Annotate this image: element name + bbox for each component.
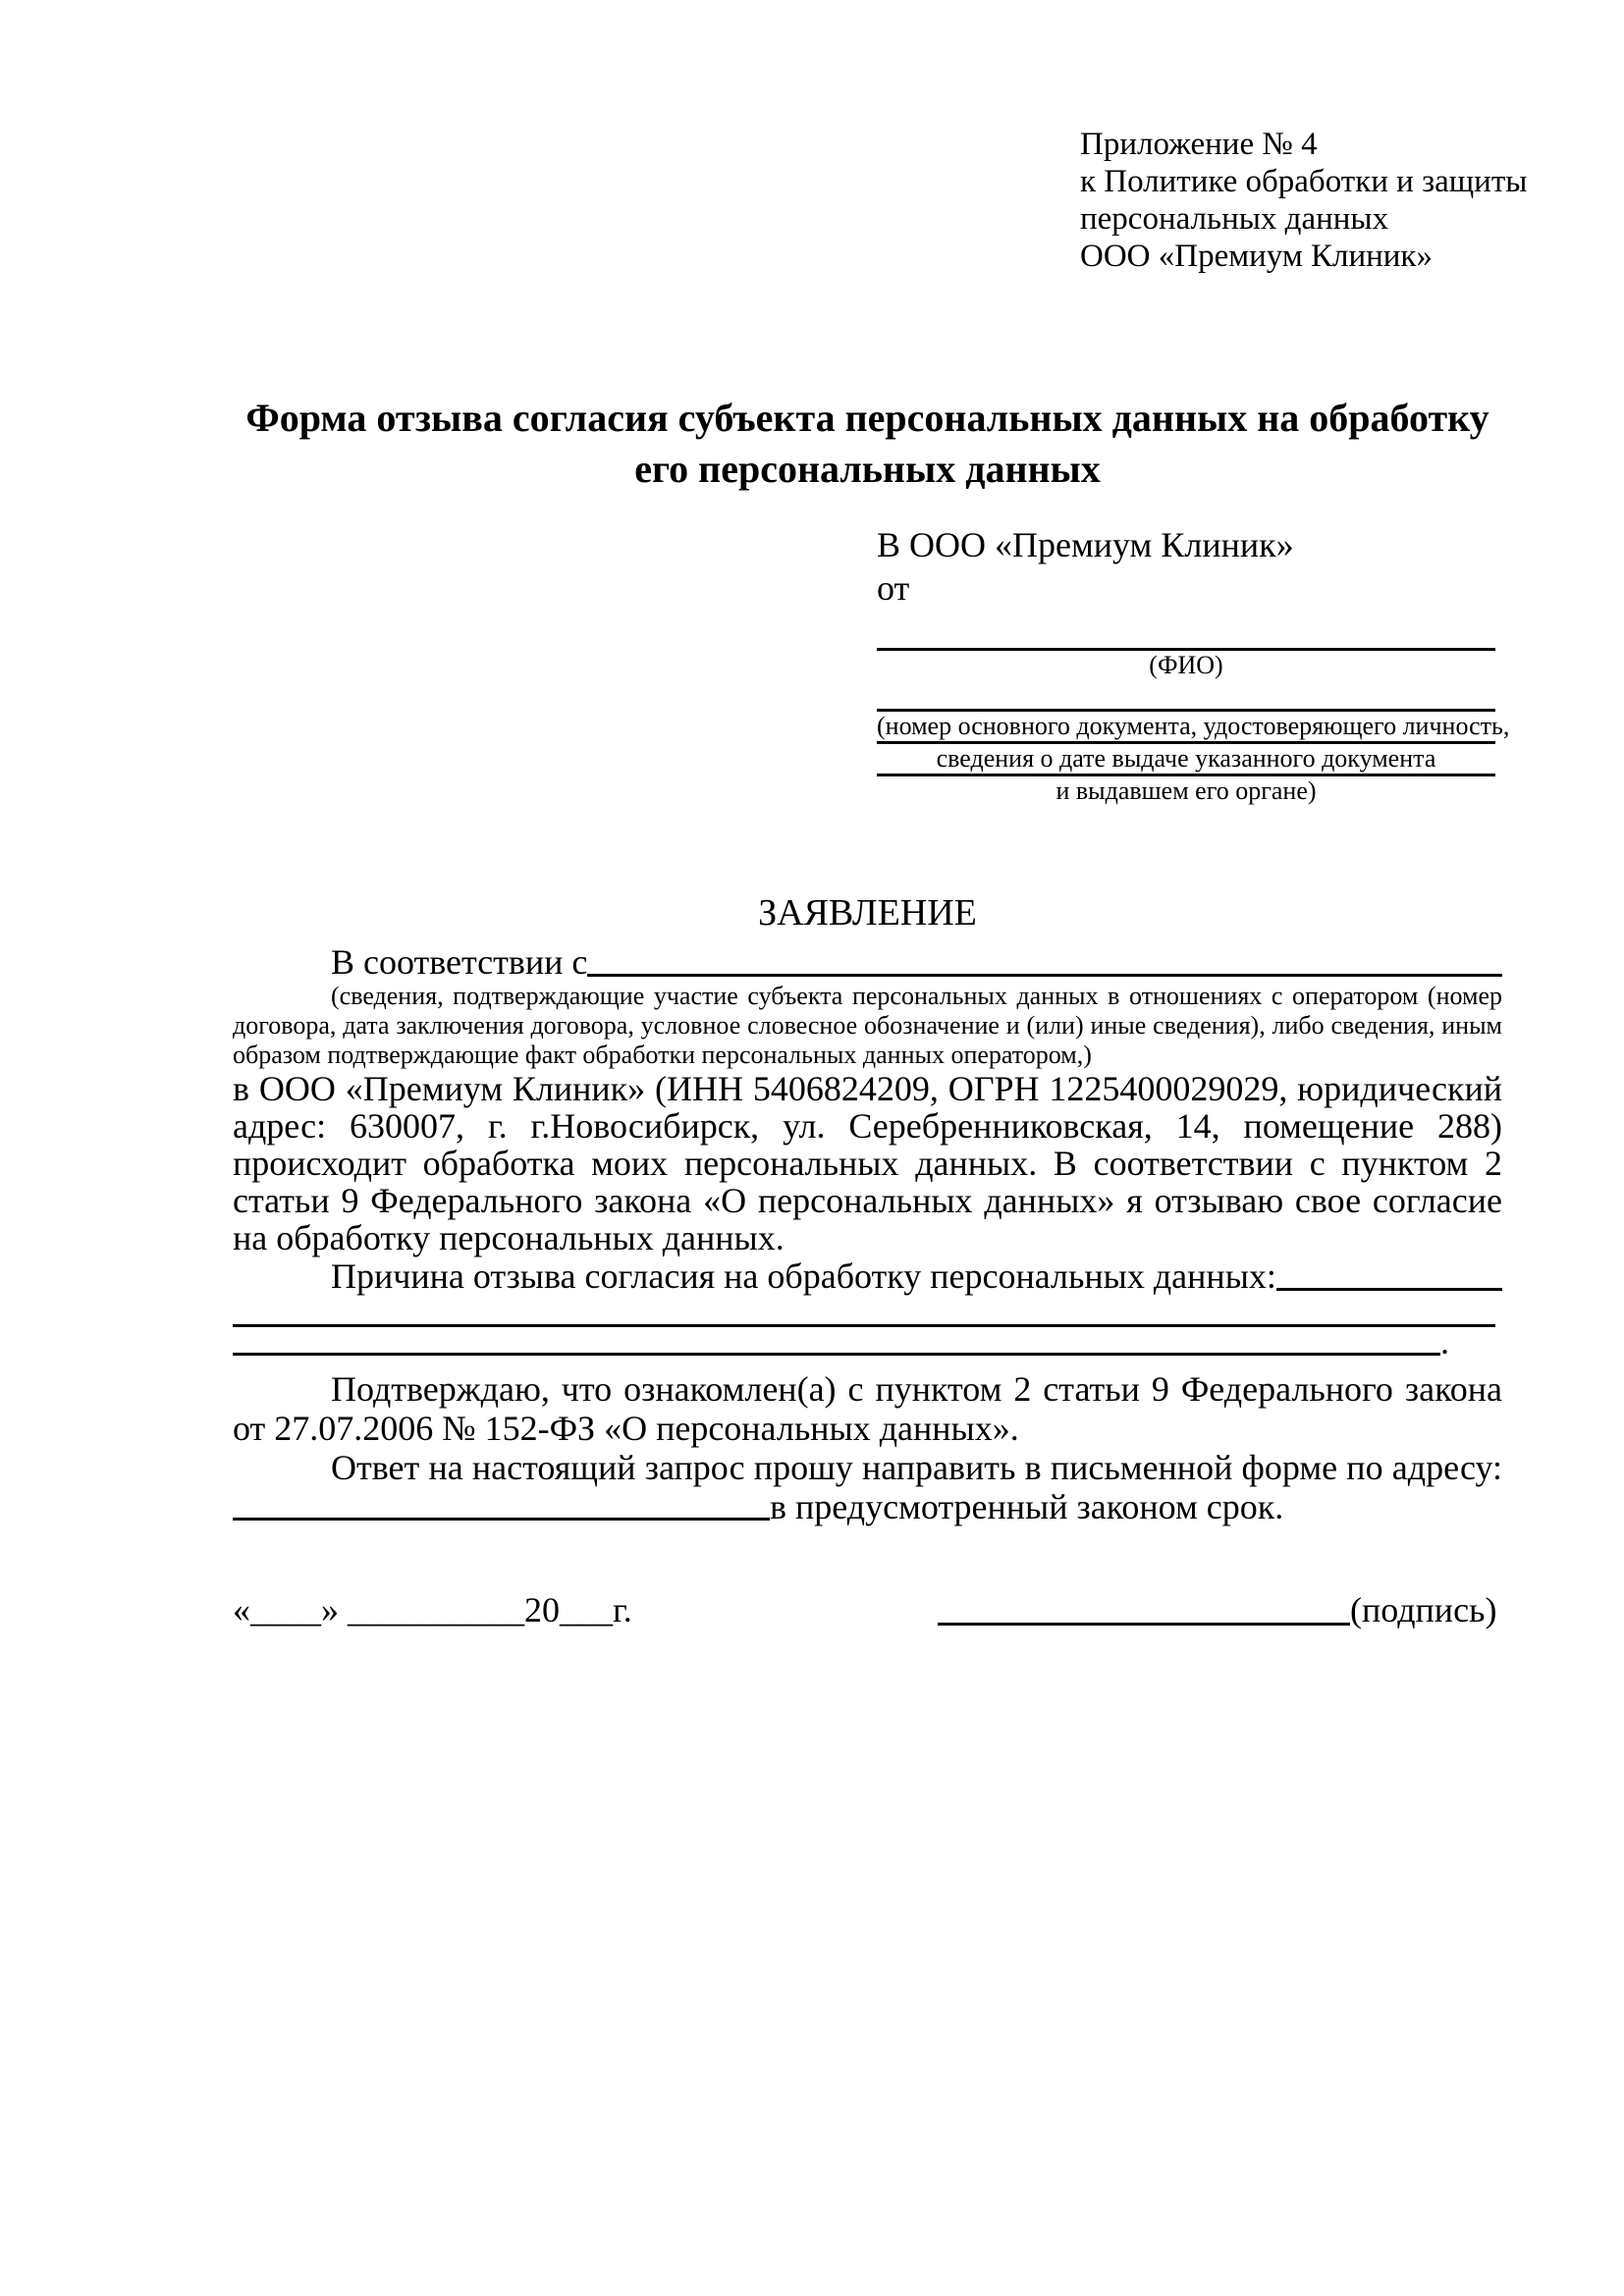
issue-date-caption: сведения о дате выдаче указанного документа (936, 744, 1436, 773)
appendix-header-line: персональных данных (1080, 201, 1389, 237)
statement-body (233, 889, 1502, 1526)
issuing-authority-field (877, 774, 1495, 806)
reason-label: Причина отзыва согласия на обработку персональных данных: (331, 1256, 1276, 1296)
main-paragraph: в ООО «Премиум Клиник» (ИНН 5406824209, ОГРН 1225400029029, юридический адрес: 630007, г. г.Новосибирск, ул. Серебренниковская, 14, помещение 288) происходит обработка моих персональных данных. В соответствии с пунктом 2 статьи 9 Федерального закона «О персональных данных» я отзываю свое согласие на обработку персональных данных. (233, 1069, 1502, 1257)
document-title (233, 393, 1502, 495)
signature-blank-line (938, 1623, 1350, 1626)
document-title-line2: его персональных данных (634, 447, 1101, 491)
reason-continuation-line-1 (233, 1296, 1495, 1327)
confirmation-paragraph: Подтверждаю, что ознакомлен(а) с пунктом 2 статьи 9 Федерального закона от 27.07.2006 № 152-ФЗ «О персональных данных». (233, 1369, 1502, 1448)
appendix-header (1080, 126, 1527, 275)
accordance-label: В соответствии с (331, 942, 588, 982)
accordance-row (233, 942, 1502, 982)
accordance-blank-line (587, 942, 1502, 977)
reply-address-blank-line (233, 1518, 770, 1521)
reason-row (233, 1256, 1502, 1296)
accordance-footnote: (сведения, подтверждающие участие субъекта персональных данных в отношениях с оператором (номер договора, дата заключения договора, условное словесное обозначение и (или) иные сведения), либо сведения, иным образом подтверждающие факт обработки персональных данных оператором,) (233, 982, 1502, 1069)
document-title-line1: Форма отзыва согласия субъекта персональных данных на обработку (245, 396, 1489, 440)
reply-term-text: в предусмотренный законом срок. (770, 1487, 1284, 1526)
addressee-to: В ООО «Премиум Клиник» (877, 525, 1294, 564)
appendix-header-line: к Политике обработки и защиты (1080, 164, 1528, 199)
issuing-authority-caption: и выдавшем его органе) (1056, 776, 1317, 805)
addressee-from-label: от (877, 568, 910, 608)
signature-caption: (подпись) (1350, 1590, 1497, 1629)
date-line: «____» __________20___г. (233, 1590, 632, 1629)
reason-continuation-rule (233, 1353, 1440, 1356)
fio-caption: (ФИО) (1149, 651, 1223, 679)
document-number-field (877, 709, 1510, 741)
line-end-period: . (1440, 1322, 1449, 1362)
fio-field (877, 648, 1495, 680)
signature-row (938, 1588, 1496, 1631)
reason-continuation-line-2 (233, 1322, 1502, 1362)
reply-address-line: Ответ на настоящий запрос прошу направить в письменной форме по адресу: (331, 1448, 1502, 1487)
appendix-header-line: Приложение № 4 (1080, 127, 1318, 162)
document-number-caption: (номер основного документа, удостоверяющего личность, (877, 712, 1510, 740)
statement-heading: ЗАЯВЛЕНИЕ (758, 892, 977, 934)
appendix-header-line: ООО «Премиум Клиник» (1080, 239, 1433, 274)
issue-date-field (877, 741, 1495, 774)
reason-blank-line (1276, 1256, 1502, 1291)
addressee-block (877, 523, 1510, 806)
reply-term-row (233, 1487, 1502, 1526)
